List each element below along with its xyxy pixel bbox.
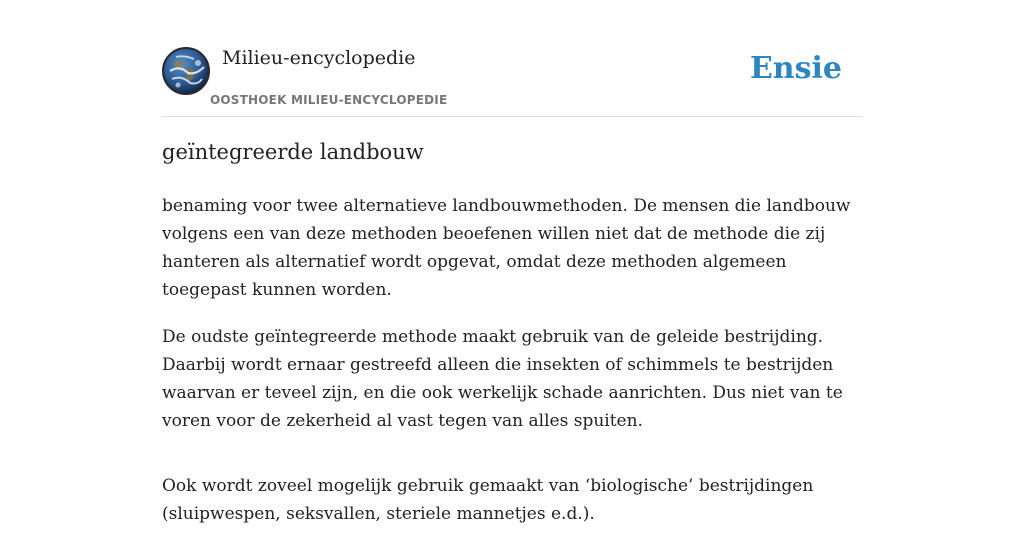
site-header [162,46,862,117]
site-title[interactable]: Milieu-encyclopedie [222,47,416,69]
article-body [162,192,862,547]
article-paragraph-3: Ook wordt zoveel mogelijk gebruik gemaakt van ‘biologische’ bestrijdingen (sluipwespen, seksvallen, steriele mannetjes e.d.). [162,476,814,524]
site-subtitle[interactable]: OOSTHOEK MILIEU-ENCYCLOPEDIE [210,93,448,107]
earth-globe-icon[interactable] [162,47,210,95]
article-paragraph-1: benaming voor twee alternatieve landbouwmethoden. De mensen die landbouw volgens een van deze methoden beoefenen willen niet dat de methode die zij hanteren als alternatief wordt opgevat, omdat deze methoden algemeen toegepast kunnen worden. [162,196,851,300]
article-title: geïntegreerde landbouw [162,140,424,164]
ensie-logo-link[interactable]: Ensie [749,51,842,86]
article-paragraph-2: De oudste geïntegreerde methode maakt gebruik van de geleide bestrijding. Daarbij wordt ernaar gestreefd alleen die insekten of schimmels te bestrijden waarvan er teveel zijn, en die ook werkelijk schade aanrichten. Dus niet van te voren voor de zekerheid al vast tegen van alles spuiten. [162,327,843,431]
earth-globe-graphic [164,49,208,93]
